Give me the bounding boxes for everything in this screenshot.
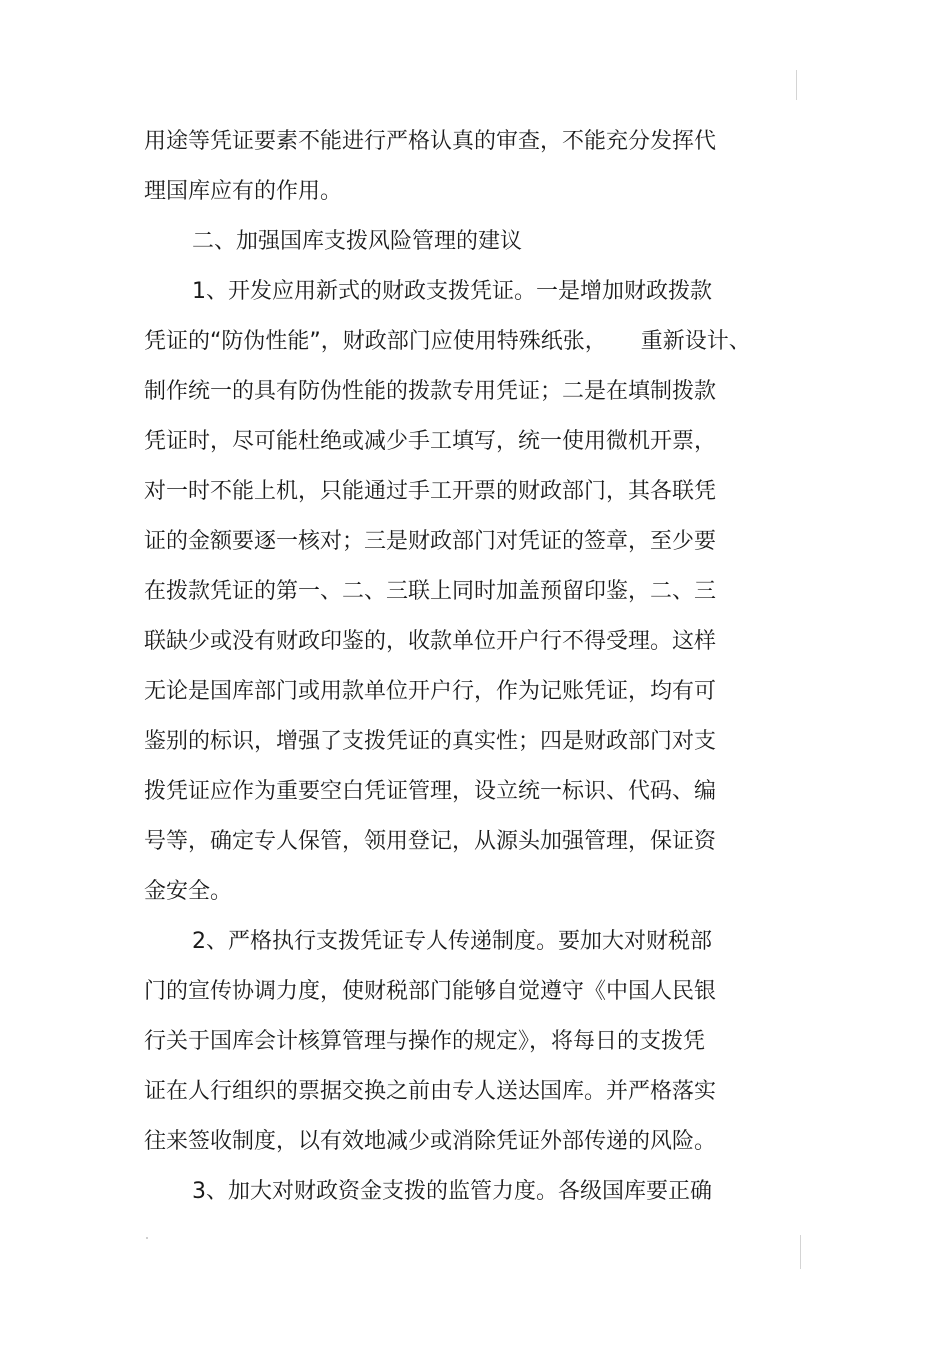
text-line-6: 制作统一的具有防伪性能的拨款专用凭证；二是在填制拨款: [144, 379, 717, 404]
text-line-11: 联缺少或没有财政印鉴的，收款单位开户行不得受理。这样: [144, 629, 717, 654]
text-line-22: 3、加大对财政资金支拨的监管力度。各级国库要正确: [192, 1179, 712, 1204]
text-line-20: 证在人行组织的票据交换之前由专人送达国库。并严格落实: [144, 1079, 717, 1104]
text-line-19: 行关于国库会计核算管理与操作的规定》，将每日的支拨凭: [144, 1029, 706, 1054]
page-edge-mark-top: [796, 70, 797, 100]
text-line-4: 1、开发应用新式的财政支拨凭证。一是增加财政拨款: [192, 279, 712, 304]
text-line-14: 拨凭证应作为重要空白凭证管理，设立统一标识、代码、编: [144, 779, 717, 804]
text-line-17: 2、严格执行支拨凭证专人传递制度。要加大对财税部: [192, 929, 712, 954]
text-line-13: 鉴别的标识，增强了支拨凭证的真实性；四是财政部门对支: [144, 729, 717, 754]
section-heading: 二、加强国库支拨风险管理的建议: [192, 229, 523, 254]
text-line-21: 往来签收制度，以有效地减少或消除凭证外部传递的风险。: [144, 1129, 717, 1154]
page-edge-mark-bottom: [800, 1235, 801, 1269]
text-line-5-part-2: 重新设计、: [640, 329, 751, 354]
text-line-16: 金安全。: [144, 879, 233, 904]
text-line-12: 无论是国库部门或用款单位开户行，作为记账凭证，均有可: [144, 679, 717, 704]
text-line-1: 用途等凭证要素不能进行严格认真的审查，不能充分发挥代: [144, 129, 717, 154]
text-line-10: 在拨款凭证的第一、二、三联上同时加盖预留印鉴，二、三: [144, 579, 717, 604]
text-line-8: 对一时不能上机，只能通过手工开票的财政部门，其各联凭: [144, 479, 717, 504]
corner-dot: [146, 1237, 148, 1239]
text-line-2: 理国库应有的作用。: [144, 179, 343, 204]
text-line-5-part-1: 凭证的“防伪性能”，财政部门应使用特殊纸张，: [144, 329, 607, 354]
text-line-15: 号等，确定专人保管，领用登记，从源头加强管理，保证资: [144, 829, 717, 854]
text-line-9: 证的金额要逐一核对；三是财政部门对凭证的签章，至少要: [144, 529, 717, 554]
text-line-18: 门的宣传协调力度，使财税部门能够自觉遵守《中国人民银: [144, 979, 717, 1004]
text-line-7: 凭证时，尽可能杜绝或减少手工填写，统一使用微机开票，: [144, 429, 717, 454]
text-line-5: [144, 328, 751, 356]
